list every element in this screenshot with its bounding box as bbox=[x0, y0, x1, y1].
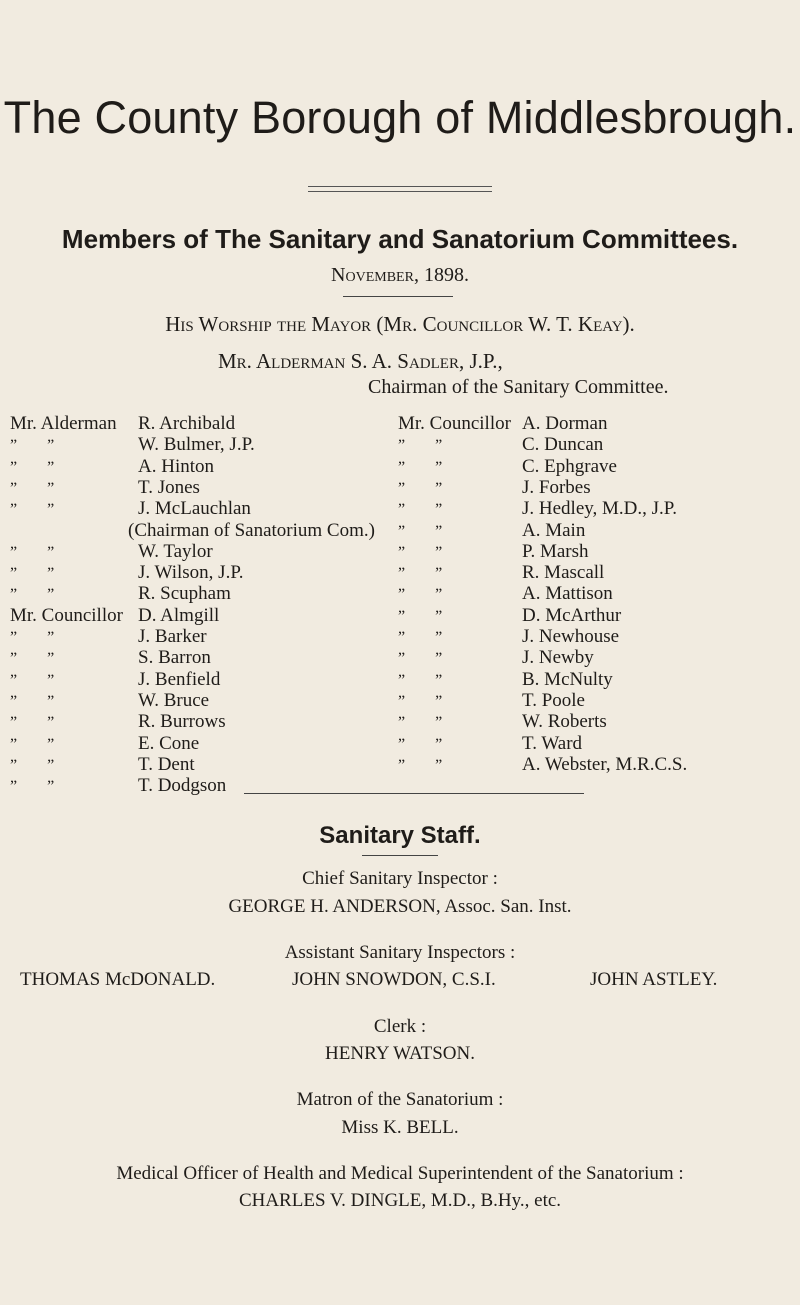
member-name: J. Hedley, M.D., J.P. bbox=[522, 498, 677, 520]
ditto-mark: ” ” bbox=[10, 778, 55, 796]
ditto-mark: ” ” bbox=[398, 714, 443, 732]
member-name: W. Roberts bbox=[522, 711, 607, 733]
member-name: T. Jones bbox=[138, 476, 200, 498]
member-name: J. Wilson, J.P. bbox=[138, 562, 244, 584]
member-name: W. Bulmer, J.P. bbox=[138, 434, 255, 456]
ditto-mark: ” ” bbox=[398, 692, 443, 710]
date-line: November, 1898. bbox=[331, 264, 469, 286]
clerk-label: Clerk : bbox=[373, 1016, 427, 1037]
chief-inspector-name-text: GEORGE H. ANDERSON, Assoc. San. Inst. bbox=[228, 896, 572, 917]
ditto-mark: ” ” bbox=[10, 714, 55, 732]
double-rule-divider bbox=[308, 186, 492, 192]
member-name: C. Duncan bbox=[522, 434, 604, 456]
member-name: A. Webster, M.R.C.S. bbox=[522, 753, 688, 775]
member-name: A. Hinton bbox=[138, 455, 214, 477]
member-name: T. Dent bbox=[138, 753, 195, 775]
member-name: A. Mattison bbox=[522, 583, 613, 605]
ditto-mark: ” ” bbox=[10, 756, 55, 774]
ditto-mark: ” ” bbox=[398, 650, 443, 668]
chief-inspector-name bbox=[0, 896, 800, 918]
member-name: D. Almgill bbox=[138, 604, 220, 626]
member-name: T. Poole bbox=[522, 689, 585, 711]
mayor-line: His Worship the Mayor (Mr. Councillor W. T. Keay). bbox=[165, 312, 635, 336]
member-name: J. Newby bbox=[522, 647, 594, 669]
ditto-mark: ” ” bbox=[398, 543, 443, 561]
assistant-inspector-1: THOMAS McDONALD. bbox=[20, 969, 216, 990]
ditto-mark: ” ” bbox=[10, 501, 55, 519]
member-name: S. Barron bbox=[138, 647, 211, 669]
member-name: J. Barker bbox=[138, 626, 207, 647]
member-name: J. Forbes bbox=[522, 476, 591, 498]
member-name: A. Main bbox=[522, 519, 586, 541]
ditto-mark: ” ” bbox=[398, 756, 443, 774]
member-name: W. Bruce bbox=[138, 689, 210, 711]
short-rule-divider bbox=[343, 296, 453, 297]
member-name: R. Burrows bbox=[138, 711, 226, 733]
ditto-mark: ” ” bbox=[398, 565, 443, 583]
member-note: (Chairman of Sanatorium Com.) bbox=[128, 519, 375, 541]
ditto-mark: ” ” bbox=[10, 735, 55, 753]
member-name: J. McLauchlan bbox=[138, 498, 251, 520]
ditto-mark: ” ” bbox=[10, 671, 55, 689]
assistant-inspector-2: JOHN SNOWDON, C.S.I. bbox=[292, 969, 496, 990]
ditto-mark: ” ” bbox=[398, 607, 443, 625]
ditto-mark: ” ” bbox=[10, 650, 55, 668]
clerk-name: HENRY WATSON. bbox=[325, 1043, 475, 1064]
ditto-mark: ” ” bbox=[398, 735, 443, 753]
member-name: C. Ephgrave bbox=[522, 455, 617, 477]
member-name: R. Scupham bbox=[138, 583, 231, 605]
medical-officer-label: Medical Officer of Health and Medical Superintendent of the Sanatorium : bbox=[116, 1163, 684, 1184]
member-title: Mr. Councillor bbox=[10, 604, 123, 626]
ditto-mark: ” ” bbox=[10, 437, 55, 455]
matron-label: Matron of the Sanatorium : bbox=[296, 1089, 504, 1110]
committee-subtitle: Members of The Sanitary and Sanatorium Committees. bbox=[61, 224, 739, 254]
ditto-mark: ” ” bbox=[398, 586, 443, 604]
page-title: The County Borough of Middlesbrough. bbox=[3, 92, 797, 143]
member-name: W. Taylor bbox=[138, 540, 213, 562]
member-name: D. McArthur bbox=[522, 604, 622, 626]
member-name: E. Cone bbox=[138, 732, 200, 754]
member-name: P. Marsh bbox=[522, 540, 589, 562]
ditto-mark: ” ” bbox=[10, 479, 55, 497]
medical-officer-name: CHARLES V. DINGLE, M.D., B.Hy., etc. bbox=[238, 1190, 562, 1211]
chairman-name-line: Mr. Alderman S. A. Sadler, J.P., bbox=[218, 349, 503, 373]
ditto-mark: ” ” bbox=[10, 692, 55, 710]
section-rule-divider bbox=[244, 793, 584, 794]
member-title: Mr. Alderman bbox=[10, 413, 117, 434]
member-name: A. Dorman bbox=[522, 413, 608, 434]
member-name: J. Benfield bbox=[138, 668, 221, 690]
member-name: R. Archibald bbox=[138, 413, 236, 434]
ditto-mark: ” ” bbox=[398, 629, 443, 646]
chairman-role-line: Chairman of the Sanitary Committee. bbox=[368, 376, 669, 398]
ditto-mark: ” ” bbox=[398, 479, 443, 497]
member-name: T. Ward bbox=[522, 732, 583, 754]
member-name: J. Newhouse bbox=[522, 626, 620, 647]
matron-name: Miss K. BELL. bbox=[341, 1117, 459, 1138]
staff-heading: Sanitary Staff. bbox=[319, 822, 481, 849]
staff-rule-divider bbox=[362, 855, 438, 856]
chief-inspector-label: Chief Sanitary Inspector : bbox=[302, 868, 498, 889]
ditto-mark: ” ” bbox=[10, 543, 55, 561]
ditto-mark: ” ” bbox=[10, 629, 55, 646]
assistant-inspectors-label: Assistant Sanitary Inspectors : bbox=[284, 942, 516, 963]
member-name: B. McNulty bbox=[522, 668, 613, 690]
ditto-mark: ” ” bbox=[398, 458, 443, 476]
member-title: Mr. Councillor bbox=[398, 413, 511, 434]
ditto-mark: ” ” bbox=[398, 501, 443, 519]
assistant-inspector-3: JOHN ASTLEY. bbox=[590, 969, 718, 990]
ditto-mark: ” ” bbox=[10, 586, 55, 604]
member-name: T. Dodgson bbox=[138, 775, 227, 797]
ditto-mark: ” ” bbox=[10, 458, 55, 476]
ditto-mark: ” ” bbox=[398, 522, 443, 540]
ditto-mark: ” ” bbox=[398, 437, 443, 455]
ditto-mark: ” ” bbox=[398, 671, 443, 689]
member-name: R. Mascall bbox=[522, 562, 605, 584]
ditto-mark: ” ” bbox=[10, 565, 55, 583]
